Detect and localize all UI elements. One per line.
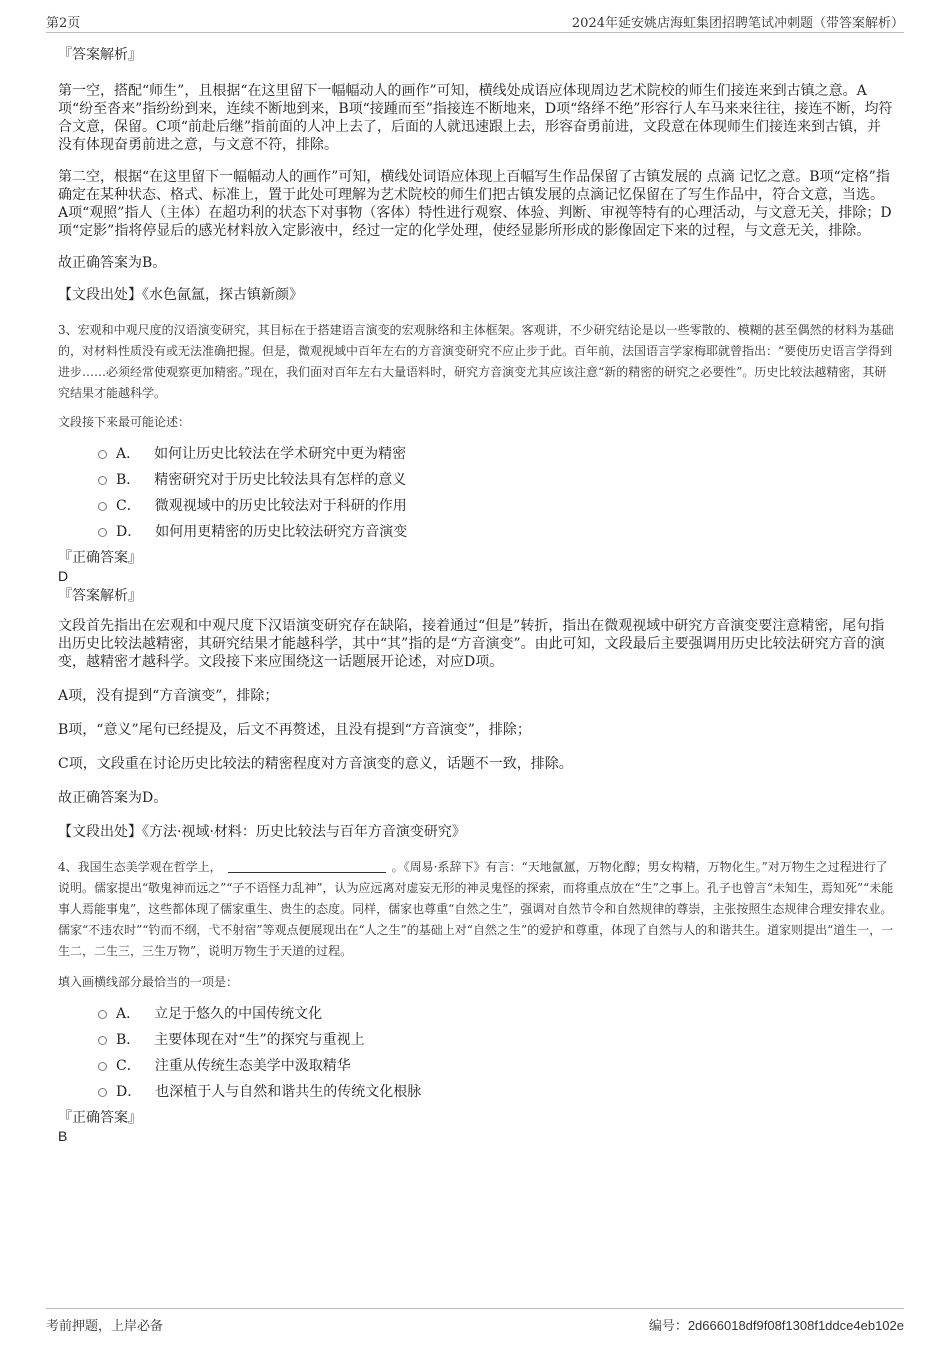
q3-option-d[interactable]: D． 如何用更精密的历史比较法研究方音演变 [58, 519, 894, 545]
q3-option-c[interactable]: C． 微观视域中的历史比较法对于科研的作用 [58, 493, 894, 519]
page-header [46, 12, 904, 33]
radio-icon[interactable] [98, 476, 107, 485]
q4-option-c[interactable]: C． 注重从传统生态美学中汲取精华 [58, 1053, 894, 1079]
radio-icon[interactable] [98, 450, 107, 459]
radio-icon[interactable] [98, 1010, 107, 1019]
q3-analysis-para1: 文段首先指出在宏观和中观尺度下汉语演变研究存在缺陷，接着通过“但是”转折，指出在微观视域中研究方音演变要注意精密，尾句指出历史比较法越精密，其研究结果才能越科学，其中“其”指的是“方音演变”。由此可知，文段最后主要强调用历史比较法研究方音的演变，越精密才越科学。文段接下来应围绕这一话题展开论述，对应D项。 [58, 618, 885, 670]
q3-answer-label: 『正确答案』 [58, 550, 142, 566]
q3-source: 【文段出处】《方法·视域·材料：历史比较法与百年方音演变研究》 [58, 824, 466, 840]
serial-number: 2d666018df9f08f1308f1ddce4eb102e [687, 1318, 904, 1333]
q4-answer-label: 『正确答案』 [58, 1110, 142, 1126]
q3-options [58, 441, 894, 545]
q3-option-a[interactable]: A． 如何让历史比较法在学术研究中更为精密 [58, 441, 894, 467]
footer-serial: 编号：2d666018df9f08f1308f1ddce4eb102e [648, 1318, 904, 1334]
q3-analysis-para3: B项，“意义”尾句已经提及，后文不再赘述，且没有提到“方音演变”，排除； [58, 722, 531, 738]
radio-icon[interactable] [98, 1036, 107, 1045]
q2-analysis-para1: 第一空，搭配“师生”，且根据“在这里留下一幅幅动人的画作”可知，横线处成语应体现周边艺术院校的师生们接连来到古镇之意。A项“纷至沓来”指纷纷到来，连续不断地到来，B项“接踵而至”指接连不断地来，D项“络绎不绝”形容行人车马来来往往，接连不断，均符合文意，保留。C项“前赴后继”指前面的人冲上去了，后面的人就迅速跟上去，形容奋勇前进，文段意在体现师生们接连来到古镇，并没有体现奋勇前进之意，与文意不符，排除。 [58, 83, 893, 153]
q3-prompt: 文段接下来最可能论述： [58, 415, 191, 429]
q2-source: 【文段出处】《水色氤氲，探古镇新颜》 [58, 287, 303, 303]
q3-option-b[interactable]: B． 精密研究对于历史比较法具有怎样的意义 [58, 467, 894, 493]
radio-icon[interactable] [98, 528, 107, 537]
page-number: 第2页 [46, 16, 81, 31]
page-content [58, 44, 894, 1145]
q2-analysis-label: 『答案解析』 [58, 47, 142, 63]
radio-icon[interactable] [98, 502, 107, 511]
q3-analysis-label: 『答案解析』 [58, 588, 142, 604]
radio-icon[interactable] [98, 1062, 107, 1071]
q3-analysis-para2: A项，没有提到“方音演变”，排除； [58, 688, 279, 704]
q4-stem: 4、我国生态美学观在哲学上， 。《周易·系辞下》有言：“天地氤氲，万物化醇；男女构精，万物化生。”对万物生之过程进行了说明。儒家提出“敬鬼神而远之”“子不语怪力乱神”，认为应远离对虚妄无形的神灵鬼怪的探索，而将重点放在“生”之事上。孔子也曾言“未知生，焉知死”“未能事人焉能事鬼”，这些都体现了儒家重生、贵生的态度。同样，儒家也尊重“自然之生”，强调对自然节令和自然规律的尊崇，主张按照生态规律合理安排农业。儒家“不违农时”“钓而不纲，弋不射宿”等观点便展现出在“人之生”的基础上对“自然之生”的爱护和尊重，体现了自然与人的和谐共生。道家则提出“道生一，一生二，二生三，三生万物”，说明万物生于天道的过程。 [58, 860, 894, 958]
q2-conclusion: 故正确答案为B。 [58, 255, 167, 271]
q3-answer: D [58, 568, 69, 584]
page-footer [46, 1308, 904, 1339]
q4-option-d[interactable]: D． 也深植于人与自然和谐共生的传统文化根脉 [58, 1079, 894, 1105]
radio-icon[interactable] [98, 1088, 107, 1097]
q2-analysis-para2: 第二空，根据“在这里留下一幅幅动人的画作”可知，横线处词语应体现上百幅写生作品保留了古镇发展的 点滴 记忆之意。B项“定格”指确定在某种状态、格式、标准上，置于此处可理解为艺术院校的师生们把古镇发展的点滴记忆保留在了写生作品中，符合文意，当选。A项“观照”指人（主体）在超功利的状态下对事物（客体）特性进行观察、体验、判断、审视等特有的心理活动，与文意无关，排除；D项“定影”指将停显后的感光材料放入定影液中，经过一定的化学处理，使经显影所形成的影像固定下来的过程，与文意无关，排除。 [58, 169, 892, 239]
q3-conclusion: 故正确答案为D。 [58, 790, 168, 806]
q4-option-a[interactable]: A． 立足于悠久的中国传统文化 [58, 1001, 894, 1027]
q3-stem: 3、宏观和中观尺度的汉语演变研究，其目标在于搭建语言演变的宏观脉络和主体框架。客观讲，不少研究结论是以一些零散的、模糊的甚至偶然的材料为基础的，对材料性质没有或无法准确把握。但是，微观视域中百年左右的方音演变研究不应止步于此。百年前，法国语言学家梅耶就曾指出：“要使历史语言学得到进步……必须经常使观察更加精密。”现在，我们面对百年左右大量语料时，研究方音演变尤其应该注意“新的精密的研究之必要性”。历史比较法越精密，其研究结果才能越科学。 [58, 323, 894, 400]
q4-prompt: 填入画横线部分最恰当的一项是： [58, 975, 239, 989]
q3-analysis-para4: C项，文段重在讨论历史比较法的精密程度对方音演变的意义，话题不一致，排除。 [58, 756, 573, 772]
footer-slogan: 考前押题，上岸必备 [46, 1319, 164, 1334]
q4-answer: B [58, 1128, 68, 1144]
document-title: 2024年延安姚店海虹集团招聘笔试冲刺题（带答案解析） [571, 16, 904, 31]
fill-blank [228, 858, 386, 873]
q4-options [58, 1001, 894, 1105]
q4-option-b[interactable]: B． 主要体现在对“生”的探究与重视上 [58, 1027, 894, 1053]
